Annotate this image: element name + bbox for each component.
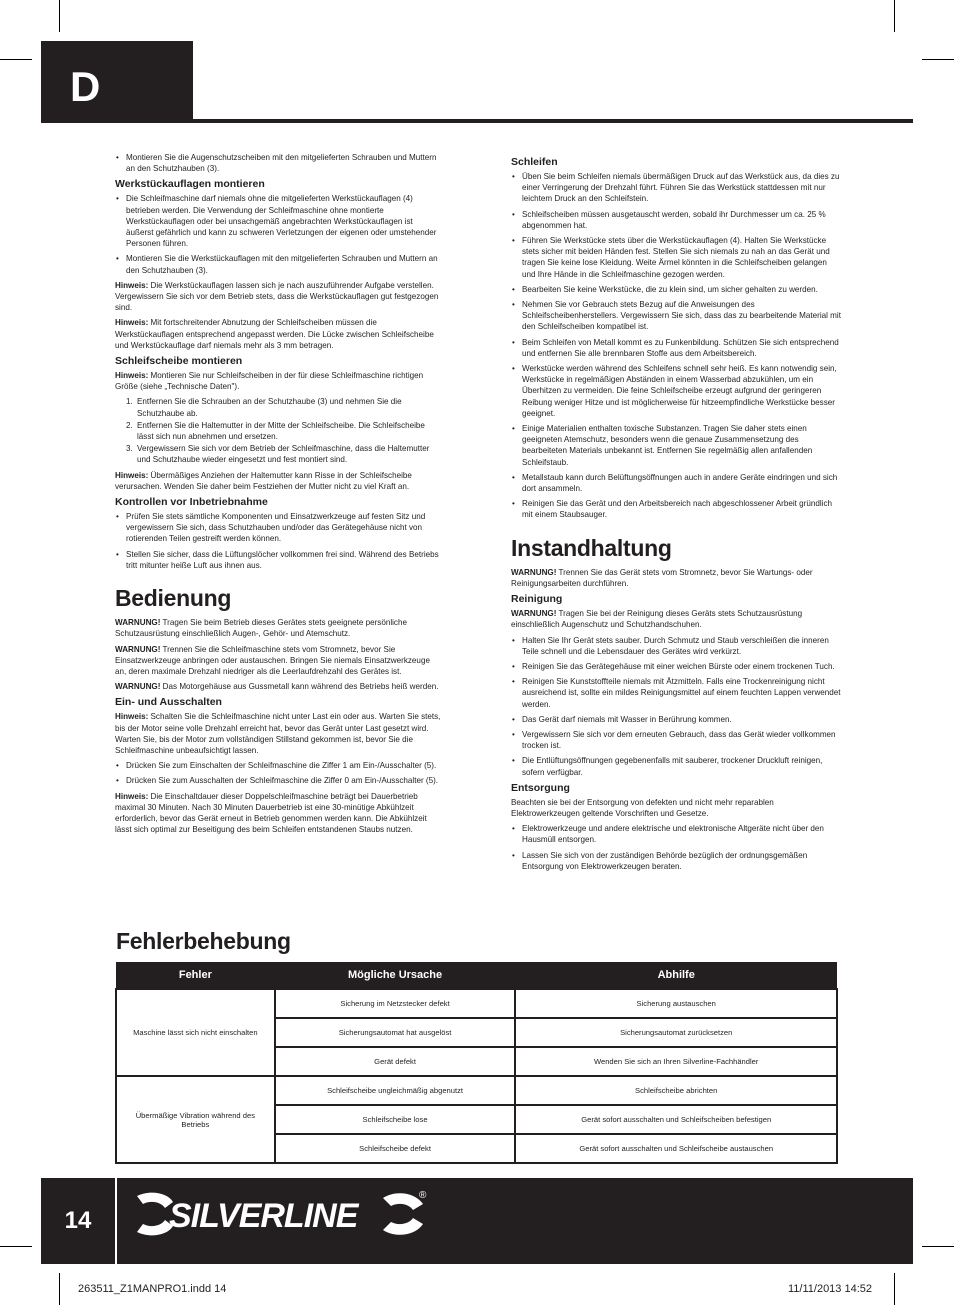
list-item: • Werkstücke werden während des Schleifens schnell sehr heiß. Es kann notwendig sein, Werkstücke in regelmäßigen Abständen in einem Wasserbad abzukühlen, um ein Überhitzen zu vermeiden. Die feine Schleifscheibe erzeugt aufgrund der geringeren Reibung weniger Hitze und ist möglicherweise für hitzeempfindliche Werkstücke besser geeignet.	[511, 363, 841, 419]
list-item: • Vergewissern Sie sich vor dem erneuten Gebrauch, dass das Gerät wieder vollkommen trocken ist.	[511, 729, 841, 751]
slug-timestamp: 11/11/2013 14:52	[788, 1283, 873, 1295]
warning-text: Tragen Sie bei der Reinigung dieses Geräts stets Schutzausrüstung einschließlich Augenschutz und Schutzhandschuhen.	[511, 609, 803, 630]
list-item: • Reinigen Sie Kunststoffteile niemals mit Ätzmitteln. Falls eine Trockenreinigung nicht ausreichend ist, sollte ein mildes Reinigungsmittel auf einem feuchten Lappen verwendet werden.	[511, 676, 841, 710]
warning	[115, 681, 441, 692]
bullet-list	[511, 635, 841, 778]
note	[115, 280, 441, 314]
warning-text: Trennen Sie die Schleifmaschine stets vom Stromnetz, bevor Sie Einsatzwerkzeuge anbringen oder austauschen. Bringen Sie niemals Einsatzwerkzeuge an, deren maximale Drehzahl niedriger als die Leerlaufdrehzahl des Gerätes ist.	[115, 644, 430, 676]
svg-text:SILVERLINE: SILVERLINE	[169, 1197, 358, 1235]
note-lead: Hinweis:	[115, 280, 149, 290]
warning	[511, 567, 841, 589]
note-lead: Hinweis:	[115, 470, 149, 480]
list-item: • Üben Sie beim Schleifen niemals übermäßigen Druck auf das Werkstück aus, da dies zu einer Verringerung der Drehzahl führt. Führen Sie das Werkstück stattdessen mit nur leichtem Druck an den Schleifstein.	[511, 171, 841, 205]
remedy-cell: Sicherungsautomat zurücksetzen	[515, 1018, 837, 1047]
section-heading: Entsorgung	[511, 781, 570, 794]
page-number: 14	[64, 1207, 92, 1234]
warning-text: Tragen Sie beim Betrieb dieses Gerätes stets geeignete persönliche Schutzausrüstung einschließlich Augen-, Gehör- und Atemschutz.	[115, 618, 407, 639]
list-item: • Metallstaub kann durch Belüftungsöffnungen auch in andere Geräte eindringen und sich dort ansammeln.	[511, 472, 841, 494]
note-text: Montieren Sie nur Schleifscheiben in der für diese Schleifmaschine richtigen Größe (siehe „Technische Daten").	[115, 371, 424, 392]
crop-mark	[59, 0, 60, 32]
cause-cell: Sicherung im Netzstecker defekt	[275, 989, 516, 1018]
note-lead: Hinweis:	[115, 712, 149, 722]
section-letter: D	[70, 63, 101, 110]
list-item: • Montieren Sie die Werkstückauflagen mit den mitgelieferten Schrauben und Muttern an den Schutzhauben (3).	[115, 253, 441, 275]
list-item: • Prüfen Sie stets sämtliche Komponenten und Einsatzwerkzeuge auf festen Sitz und vergewissern Sie sich, dass Schutzhauben und/oder das Gerätegehäuse nicht von rotierenden Teilen gestreift werden können.	[115, 511, 441, 545]
footer-divider	[115, 1178, 117, 1264]
note-text: Übermäßiges Anziehen der Haltemutter kann Risse in der Schleifscheibe verursachen. Wenden Sie daher beim Festziehen der Mutter nicht zu viel Kraft an.	[115, 470, 412, 491]
crop-mark	[59, 1273, 60, 1305]
section-tab	[41, 41, 193, 123]
troubleshooting-title: Fehlerbehebung	[116, 928, 291, 954]
table-header-row	[116, 962, 837, 989]
cause-cell: Gerät defekt	[275, 1047, 516, 1076]
bullet-list	[115, 760, 441, 786]
list-item: • Einige Materialien enthalten toxische Substanzen. Tragen Sie daher stets einen geeigneten Atemschutz, besonders wenn die genaue Zusammensetzung des bearbeiteten Materials unbekannt ist. Entfernen Sie regelmäßig allen anfallenden Schleifstaub.	[511, 423, 841, 468]
slug-filename: 263511_Z1MANPRO1.indd 14	[78, 1283, 227, 1295]
note	[115, 317, 441, 351]
remedy-cell: Gerät sofort ausschalten und Schleifscheiben befestigen	[515, 1105, 837, 1134]
crop-mark	[0, 1246, 32, 1247]
note	[115, 791, 441, 836]
warning-lead: WARNUNG!	[115, 618, 161, 628]
list-item: • Die Entlüftungsöffnungen gegebenenfalls mit sauberer, trockener Druckluft reinigen, sofern verfügbar.	[511, 755, 841, 777]
note-lead: Hinweis:	[115, 318, 149, 328]
crop-mark	[894, 0, 895, 32]
cause-cell: Sicherungsautomat hat ausgelöst	[275, 1018, 516, 1047]
fault-cell: Maschine lässt sich nicht einschalten	[116, 989, 275, 1076]
left-column	[115, 152, 441, 839]
section-heading: Werkstückauflagen montieren	[115, 178, 265, 191]
section-title: Instandhaltung	[511, 534, 672, 561]
warning	[115, 644, 441, 678]
paragraph: Beachten sie bei der Entsorgung von defekten und nicht mehr reparablen Elektrowerkzeugen geltende Vorschriften und Gesetze.	[511, 797, 774, 818]
section-heading: Ein- und Ausschalten	[115, 696, 222, 709]
warning-lead: WARNUNG!	[511, 567, 557, 577]
note-text: Die Werkstückauflagen lassen sich je nach auszuführender Aufgabe verstellen. Vergewissern Sie sich vor dem Betrieb stets, dass die Werkstückauflagen gut festgezogen sind.	[115, 280, 439, 313]
list-item: • Drücken Sie zum Einschalten der Schleifmaschine die Ziffer 1 am Ein-/Ausschalter (5).	[115, 760, 441, 771]
svg-text:®: ®	[419, 1190, 427, 1201]
list-item: • Lassen Sie sich von der zuständigen Behörde bezüglich der ordnungsgemäßen Entsorgung von Elektrowerkzeugen beraten.	[511, 850, 841, 872]
warning	[511, 608, 841, 630]
warning-text: Das Motorgehäuse aus Gussmetall kann während des Betriebs heiß werden.	[160, 682, 439, 692]
remedy-cell: Sicherung austauschen	[515, 989, 837, 1018]
table-row	[116, 1076, 837, 1105]
list-item: • Führen Sie Werkstücke stets über die Werkstückauflagen (4). Halten Sie Werkstücke stets sicher mit beiden Händen fest. Stellen Sie sich niemals zu nah an das Gerät und tragen Sie keine lose Kleidung. Weite Ärmel könnten in die Schleifscheiben gelangen und Ihre Hände in die Schleifmaschine gezogen werden.	[511, 235, 841, 280]
section-heading: Kontrollen vor Inbetriebnahme	[115, 496, 268, 509]
note	[115, 470, 441, 492]
cause-cell: Schleifscheibe lose	[275, 1105, 516, 1134]
warning-text: Trennen Sie das Gerät stets vom Stromnetz, bevor Sie Wartungs- oder Reinigungsarbeiten durchführen.	[511, 567, 813, 588]
step-item: 2. Entfernen Sie die Haltemutter in der Mitte der Schleifscheibe. Die Schleifscheibe lässt sich nun abnehmen und ersetzen.	[126, 420, 425, 442]
header-rule	[193, 119, 913, 123]
crop-mark	[922, 59, 954, 60]
crop-mark	[894, 1273, 895, 1305]
bullet-list	[115, 511, 441, 571]
note-text: Schalten Sie die Schleifmaschine nicht unter Last ein oder aus. Warten Sie stets, bis der Motor seine volle Drehzahl erreicht hat, bevor das Gerät unter Last gesetzt wird. Warten Sie, bis der Motor zum vollständigen Stillstand gekommen ist, bevor Sie die Schleifmaschine unbeaufsichtigt lassen.	[115, 712, 441, 755]
warning-lead: WARNUNG!	[511, 609, 557, 619]
section-heading: Reinigung	[511, 593, 563, 606]
bullet-list	[115, 193, 441, 275]
fault-cell: Übermäßige Vibration während des Betriebs	[116, 1076, 275, 1163]
remedy-cell: Wenden Sie sich an Ihren Silverline-Fachhändler	[515, 1047, 837, 1076]
step-item: 3. Vergewissern Sie sich vor dem Betrieb der Schleifmaschine, dass die Haltemutter und Schutzhaube wieder eingesetzt und fest montiert sind.	[126, 444, 430, 465]
right-column	[511, 152, 841, 876]
list-item: • Halten Sie Ihr Gerät stets sauber. Durch Schmutz und Staub verschleißen die inneren Teile schnell und die Lebensdauer des Gerätes wird verkürzt.	[511, 635, 841, 657]
troubleshooting-table	[115, 962, 838, 1164]
cause-cell: Schleifscheibe defekt	[275, 1134, 516, 1163]
top-bullets	[115, 152, 441, 174]
list-item: • Reinigen Sie das Gerät und den Arbeitsbereich nach abgeschlossener Arbeit gründlich mit einem Staubsauger.	[511, 498, 841, 520]
warning-lead: WARNUNG!	[115, 682, 161, 692]
crop-mark	[922, 1246, 954, 1247]
section-heading: Schleifscheibe montieren	[115, 355, 243, 368]
list-item: • Bearbeiten Sie keine Werkstücke, die zu klein sind, um sicher gehalten zu werden.	[511, 284, 841, 295]
list-item: • Schleifscheiben müssen ausgetauscht werden, sobald ihr Durchmesser um ca. 25 % abgenommen hat.	[511, 209, 841, 231]
list-item: • Reinigen Sie das Gerätegehäuse mit einer weichen Bürste oder einem trockenen Tuch.	[511, 661, 841, 672]
list-item: • Das Gerät darf niemals mit Wasser in Berührung kommen.	[511, 714, 841, 725]
section-heading: Schleifen	[511, 156, 558, 168]
section-title: Bedienung	[115, 585, 232, 612]
list-item: • Nehmen Sie vor Gebrauch stets Bezug auf die Anweisungen des Schleifscheibenherstellers. Vergewissern Sie sich, dass das zu bearbeitende Material mit den Schleifscheiben kompatibel ist.	[511, 299, 841, 333]
list-item: • Drücken Sie zum Ausschalten der Schleifmaschine die Ziffer 0 am Ein-/Ausschalter (5).	[115, 775, 441, 786]
list-item: • Die Schleifmaschine darf niemals ohne die mitgelieferten Werkstückauflagen (4) betrieben werden. Die Verwendung der Schleifmaschine ohne montierte Werkstückauflagen oder bei unsachgemäß angebrachten Werkstückauflagen ist äußerst gefährlich und kann zu schweren Verletzungen der eigenen oder umstehender Personen führen.	[115, 193, 441, 249]
list-item: • Stellen Sie sicher, dass die Lüftungslöcher vollkommen frei sind. Während des Betriebs tritt mitunter heiße Luft aus ihnen aus.	[115, 549, 441, 571]
warning	[115, 617, 441, 639]
note	[115, 711, 441, 756]
column-header: Abhilfe	[515, 962, 837, 989]
note	[115, 370, 441, 392]
note-lead: Hinweis:	[115, 791, 149, 801]
bullet-list	[511, 171, 841, 521]
crop-mark	[0, 59, 32, 60]
bullet-list	[511, 823, 841, 872]
list-item: • Elektrowerkzeuge und andere elektrische und elektronische Altgeräte nicht über den Hausmüll entsorgen.	[511, 823, 841, 845]
steps-list	[115, 396, 441, 465]
warning-lead: WARNUNG!	[115, 644, 161, 654]
remedy-cell: Gerät sofort ausschalten und Schleifscheibe austauschen	[515, 1134, 837, 1163]
step-item: 1. Entfernen Sie die Schrauben an der Schutzhaube (3) und nehmen Sie die Schutzhaube ab.	[126, 397, 402, 418]
cause-cell: Schleifscheibe ungleichmäßig abgenutzt	[275, 1076, 516, 1105]
silverline-logo	[133, 1188, 433, 1245]
column-header: Fehler	[116, 962, 275, 989]
table-row	[116, 989, 837, 1018]
list-item: • Beim Schleifen von Metall kommt es zu Funkenbildung. Schützen Sie sich entsprechend und entfernen Sie alle brennbaren Stoffe aus dem Arbeitsbereich.	[511, 337, 841, 359]
note-lead: Hinweis:	[115, 371, 149, 381]
column-header: Mögliche Ursache	[275, 962, 516, 989]
note-text: Mit fortschreitender Abnutzung der Schleifscheiben müssen die Werkstückauflagen entsprechend angepasst werden. Die Lücke zwischen Schleifscheibe und Werkstückauflage darf niemals mehr als 3 mm betragen.	[115, 318, 434, 350]
list-item: • Montieren Sie die Augenschutzscheiben mit den mitgelieferten Schrauben und Muttern an den Schutzhauben (3).	[115, 152, 441, 174]
remedy-cell: Schleifscheibe abrichten	[515, 1076, 837, 1105]
note-text: Die Einschaltdauer dieser Doppelschleifmaschine beträgt bei Dauerbetrieb maximal 30 Minuten. Nach 30 Minuten Dauerbetrieb ist eine 30-minütige Abkühlzeit erforderlich, bevor das Gerät erneut in Betrieb genommen werden kann. Die Abkühlzeit lässt sich optimal zur Beseitigung des beim Schleifen entstandenen Staubs nutzen.	[115, 791, 427, 835]
